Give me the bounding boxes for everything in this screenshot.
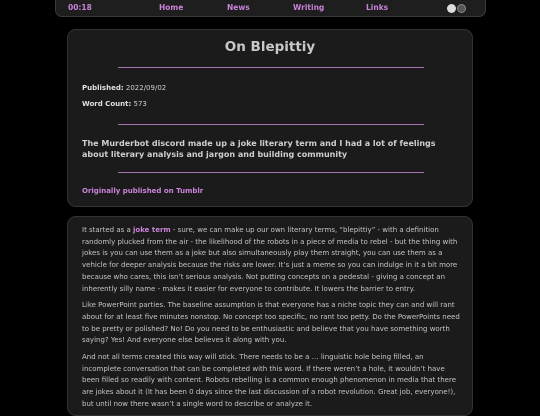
nav-links-link[interactable]: Links xyxy=(366,3,389,12)
clock: 00:18 xyxy=(68,3,92,12)
dark-mode-icon xyxy=(457,4,466,13)
published-row xyxy=(82,84,166,92)
paragraph: It started as a joke term - sure, we can make up our own literary terms, “blepittiy” - with a definition randomly plucked from the air - the likelihood of the robots in a piece of media to rebel - but the thing with jokes is you can use them as a joke but also simultaneously play them straight, you can use them as a vehicle for deeper analysis because the risks are lower. It’s just a meme so you can indulge in it a bit more because who cares, this isn’t serious analysis. Not putting concepts on a pedestal - giving a concept an inherently silly name - makes it easier for everyone to contribute. It lowers the barrier to entry. xyxy=(82,226,458,293)
paragraph: And not all terms created this way will stick. There needs to be a … linguistic hole being filled, an incomplete conversation that can be completed with this word. If there weren’t a hole, it wouldn’t have been filled so readily with content. Robots rebelling is a common enough phenomenon in media that there are jokes about it (It has been 0 days since the last discussion of a robot revolution. Great job, everyone!), but until now there wasn’t a single word to describe or analyze it. xyxy=(82,353,457,408)
tumblr-link[interactable]: Originally published on Tumblr xyxy=(82,187,204,195)
wordcount-label: Word Count: xyxy=(82,100,132,108)
published-label: Published: xyxy=(82,84,124,92)
top-nav-bar xyxy=(55,0,486,17)
post-header-card xyxy=(67,29,473,207)
divider xyxy=(118,67,424,68)
post-body-card xyxy=(67,216,473,416)
joke-term-link[interactable]: joke term xyxy=(133,226,171,234)
nav-news-link[interactable]: News xyxy=(227,3,250,12)
divider xyxy=(118,124,424,125)
theme-toggle[interactable] xyxy=(447,4,467,13)
post-body xyxy=(82,225,460,416)
page-title: On Blepittiy xyxy=(224,39,316,55)
light-mode-icon xyxy=(447,4,456,13)
post-summary: The Murderbot discord made up a joke literary term and I had a lot of feelings about literary analysis and jargon and building community xyxy=(82,139,436,159)
wordcount-value: 573 xyxy=(133,100,147,108)
nav-home-link[interactable]: Home xyxy=(159,3,184,12)
published-date: 2022/09/02 xyxy=(125,84,167,92)
nav-writing-link[interactable]: Writing xyxy=(293,3,325,12)
wordcount-row xyxy=(82,100,147,108)
divider xyxy=(118,172,424,173)
paragraph: Like PowerPoint parties. The baseline assumption is that everyone has a niche topic they can and will rant about for at least five minutes nonstop. No concept too specific, no rant too petty. Do the PowerPoints need to be pretty or polished? No! Do you need to be enthusiastic and believe that you have something worth saying? Yes! And everyone else believes it along with you. xyxy=(82,301,460,345)
